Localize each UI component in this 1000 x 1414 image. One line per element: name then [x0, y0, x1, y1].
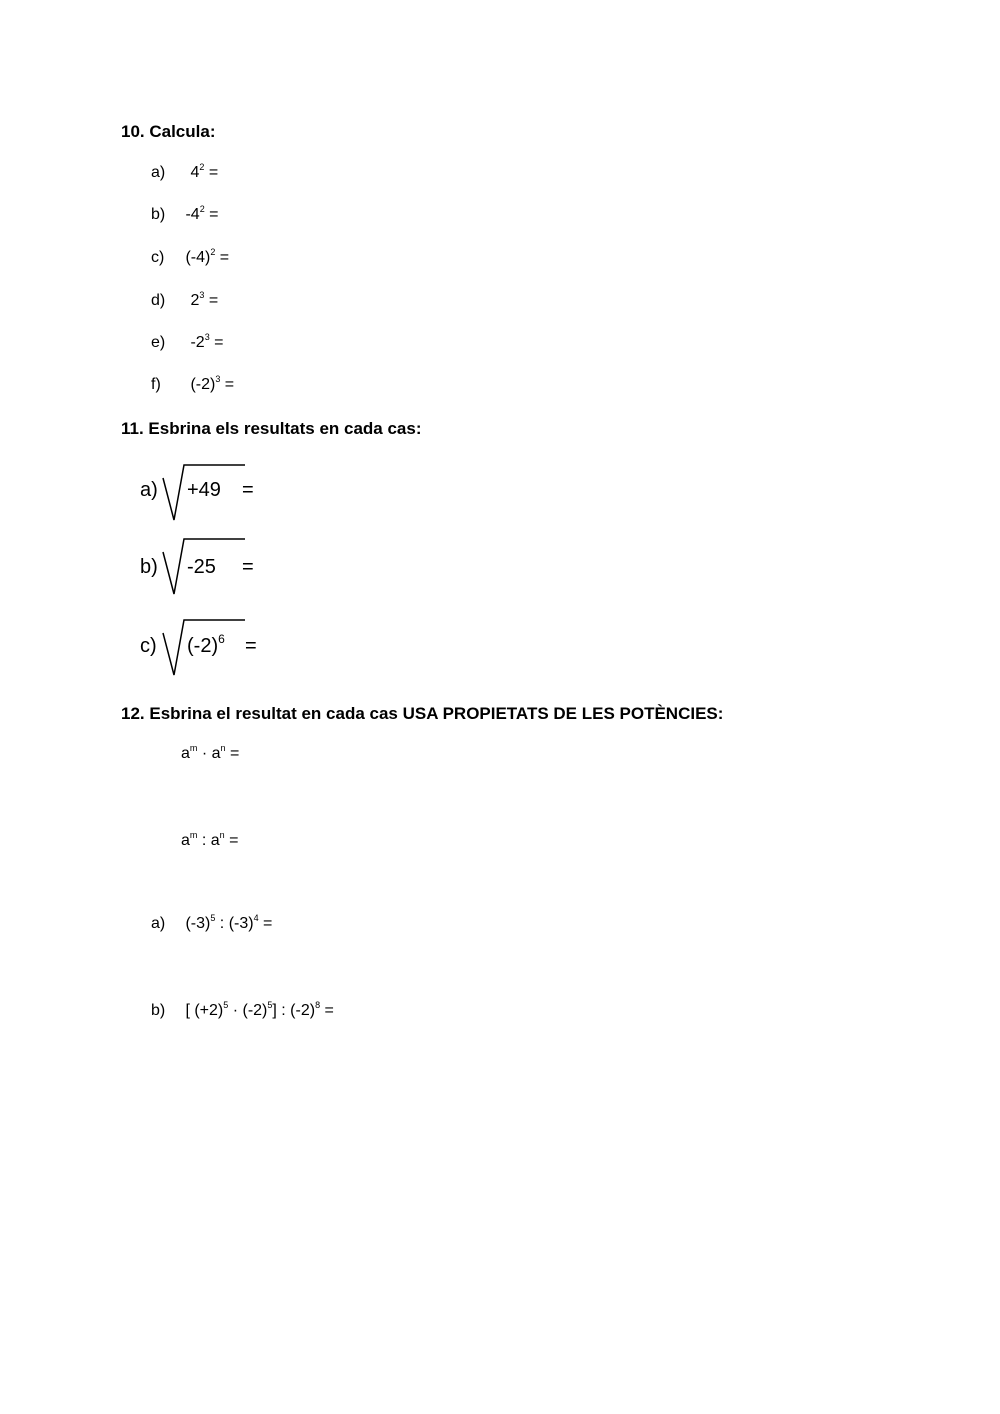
exercise-10-title: 10. Calcula:	[121, 122, 216, 141]
item-label: b)	[151, 206, 166, 223]
item-equals: =	[204, 164, 219, 181]
ex12-item-a	[151, 915, 272, 933]
item-exponent: 5	[267, 1000, 273, 1010]
root-equals: =	[242, 556, 254, 578]
item-label: f)	[151, 376, 161, 393]
item-base: (-2)	[190, 376, 216, 393]
item-base: (-4)	[185, 249, 211, 266]
item-label: a)	[151, 915, 166, 932]
item-exponent: 5	[210, 913, 216, 923]
radicand-value: +49	[187, 479, 221, 501]
exercise-12-title: 12. Esbrina el resultat en cada cas USA PROPIETATS DE LES POTÈNCIES:	[121, 704, 724, 723]
item-base: [ (+2)	[185, 1002, 224, 1019]
radicand-value: -25	[187, 556, 216, 578]
root-label: b)	[140, 556, 158, 578]
ex10-item-b	[151, 206, 219, 224]
root-radicand	[187, 632, 225, 658]
radicand-value: (-2)	[187, 635, 219, 657]
ex10-item-d	[151, 292, 218, 310]
rule-exponent: m	[189, 830, 198, 840]
rule-base: a	[181, 832, 190, 849]
ex11-item-a	[140, 462, 260, 524]
ex11-item-b	[140, 536, 260, 598]
ex10-item-f	[151, 376, 234, 394]
root-radicand	[187, 556, 216, 579]
item-exponent: 5	[223, 1000, 229, 1010]
item-equals: =	[258, 915, 273, 932]
item-equals: =	[320, 1002, 334, 1019]
item-label: a)	[151, 164, 166, 181]
item-base: (-3)	[228, 915, 254, 932]
rule-equals: =	[225, 745, 240, 762]
item-base: -4	[185, 206, 200, 223]
item-exponent: 3	[204, 332, 210, 342]
item-base: -2	[190, 334, 205, 351]
item-exponent: 4	[253, 913, 259, 923]
item-label: e)	[151, 334, 166, 351]
item-equals: =	[204, 206, 219, 223]
item-equals: =	[204, 292, 219, 309]
radicand-exponent: 6	[218, 632, 225, 646]
item-exponent: 2	[199, 204, 205, 214]
rule-equals: =	[224, 832, 239, 849]
item-equals: =	[215, 249, 230, 266]
item-label: b)	[151, 1002, 166, 1019]
rule-exponent: n	[220, 743, 226, 753]
item-exponent: 3	[199, 290, 205, 300]
item-base: 2	[190, 292, 200, 309]
root-equals: =	[242, 479, 254, 501]
root-equals: =	[245, 635, 257, 657]
item-equals: =	[220, 376, 235, 393]
item-base: 4	[190, 164, 200, 181]
ex10-item-c	[151, 249, 229, 267]
item-operator: :	[215, 915, 229, 932]
item-base: (-3)	[185, 915, 211, 932]
rule-exponent: n	[219, 830, 225, 840]
exercise-11-title: 11. Esbrina els resultats en cada cas:	[121, 419, 422, 438]
item-label: c)	[151, 249, 165, 266]
rule-base: a	[211, 745, 221, 762]
rule-operator: ·	[197, 745, 212, 762]
rule-base: a	[181, 745, 190, 762]
item-operator: ·	[228, 1002, 243, 1019]
ex10-item-e	[151, 334, 224, 352]
item-exponent: 3	[215, 374, 221, 384]
item-exponent: 2	[210, 247, 216, 257]
ex11-item-c	[140, 617, 260, 679]
root-label: a)	[140, 479, 158, 501]
rule-operator: :	[197, 832, 211, 849]
item-base: (-2)	[242, 1002, 268, 1019]
item-label: d)	[151, 292, 166, 309]
item-operator: ] : (-2)	[272, 1002, 316, 1019]
item-exponent: 8	[315, 1000, 321, 1010]
rule-exponent: m	[189, 743, 198, 753]
rule-product	[181, 745, 239, 763]
ex12-item-b	[151, 1002, 334, 1020]
item-exponent: 2	[199, 162, 205, 172]
root-radicand	[187, 479, 221, 502]
root-label: c)	[140, 635, 157, 657]
ex10-item-a	[151, 164, 218, 182]
item-equals: =	[209, 334, 224, 351]
rule-base: a	[210, 832, 220, 849]
rule-quotient	[181, 832, 238, 850]
